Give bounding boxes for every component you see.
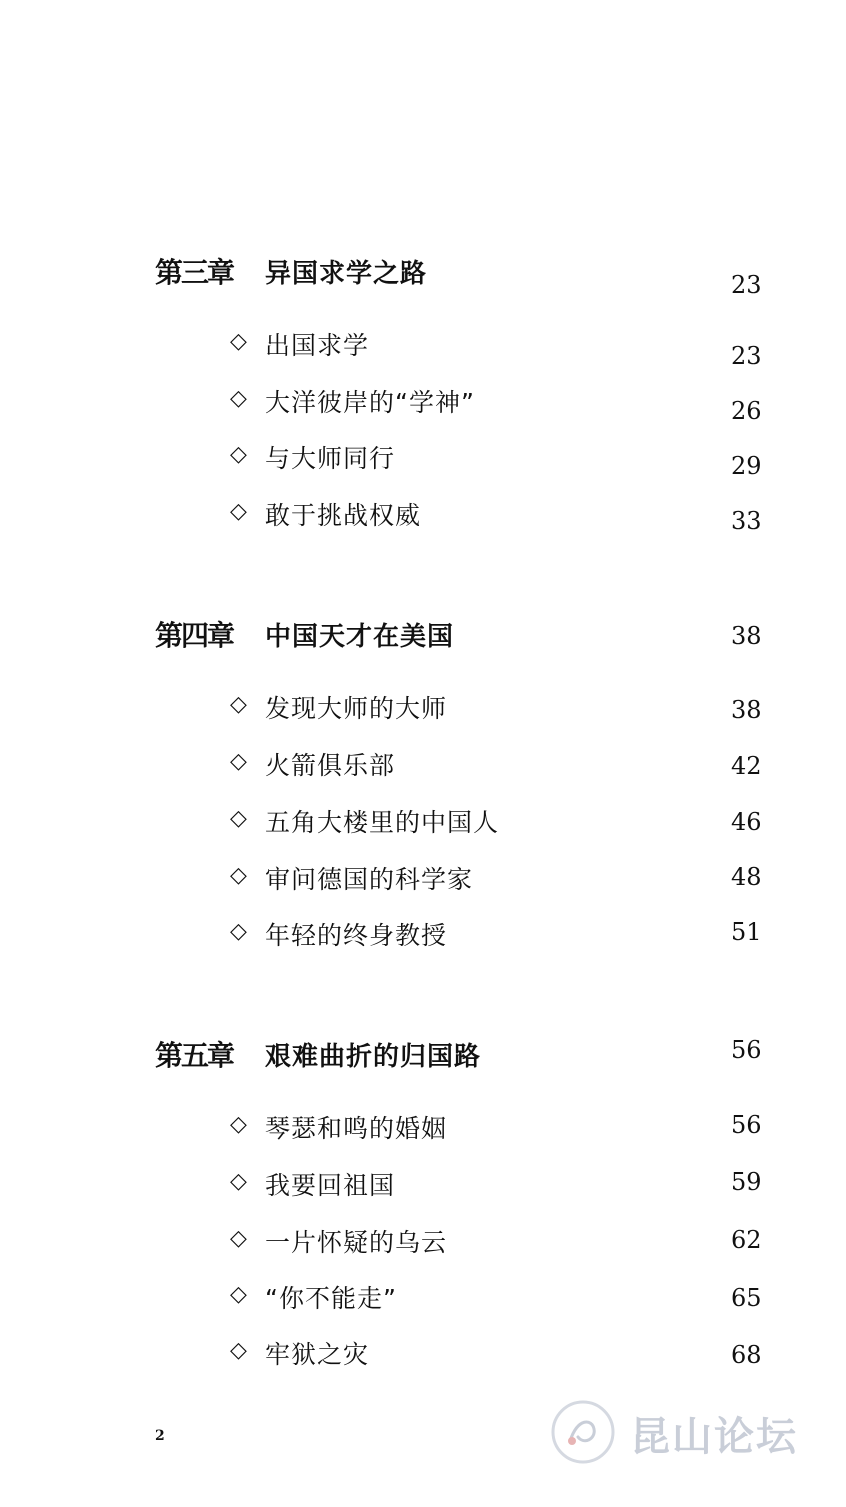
section-title: 发现大师的大师 xyxy=(265,694,448,723)
section-page-number: 46 xyxy=(731,808,762,836)
chapter-title: 异国求学之路 xyxy=(265,259,428,289)
section-title: 琴瑟和鸣的婚姻 xyxy=(265,1114,448,1143)
bullet-diamond-icon: ◇ xyxy=(230,749,247,774)
section-page-number: 48 xyxy=(731,863,762,891)
section-page-number: 42 xyxy=(731,752,762,780)
bullet-diamond-icon: ◇ xyxy=(230,806,247,831)
section-title: 出国求学 xyxy=(265,331,370,360)
section-page-number: 23 xyxy=(731,342,762,370)
chapter-label: 第三章 xyxy=(155,256,234,289)
watermark-seal-icon xyxy=(548,1397,618,1467)
section-page-number: 59 xyxy=(731,1168,762,1196)
bullet-diamond-icon: ◇ xyxy=(230,1112,247,1137)
section-page-number: 33 xyxy=(731,507,762,535)
section-page-number: 62 xyxy=(731,1226,762,1254)
bullet-diamond-icon: ◇ xyxy=(230,692,247,717)
section-page-number: 38 xyxy=(731,696,762,724)
chapter-title: 艰难曲折的归国路 xyxy=(265,1042,482,1072)
section-title: 敢于挑战权威 xyxy=(265,501,422,530)
bullet-diamond-icon: ◇ xyxy=(230,442,247,467)
chapter-title: 中国天才在美国 xyxy=(265,622,455,652)
section-page-number: 26 xyxy=(731,397,762,425)
watermark xyxy=(548,1397,838,1467)
section-title: 五角大楼里的中国人 xyxy=(265,808,500,837)
section-title: 牢狱之灾 xyxy=(265,1340,370,1369)
chapter-page-number: 56 xyxy=(731,1036,762,1064)
section-title: “你不能走” xyxy=(265,1284,397,1313)
section-title: 审问德国的科学家 xyxy=(265,865,474,894)
bullet-diamond-icon: ◇ xyxy=(230,863,247,888)
section-title: 我要回祖国 xyxy=(265,1171,396,1200)
bullet-diamond-icon: ◇ xyxy=(230,1282,247,1307)
bullet-diamond-icon: ◇ xyxy=(230,1169,247,1194)
section-page-number: 51 xyxy=(731,918,762,946)
bullet-diamond-icon: ◇ xyxy=(230,499,247,524)
chapter-label: 第五章 xyxy=(155,1039,234,1072)
chapter-page-number: 38 xyxy=(731,622,762,650)
page-folio: 2 xyxy=(155,1428,165,1444)
section-title: 大洋彼岸的“学神” xyxy=(265,388,475,417)
bullet-diamond-icon: ◇ xyxy=(230,329,247,354)
section-page-number: 68 xyxy=(731,1341,762,1369)
section-title: 年轻的终身教授 xyxy=(265,921,448,950)
section-title: 与大师同行 xyxy=(265,444,396,473)
section-page-number: 56 xyxy=(731,1111,762,1139)
chapter-page-number: 23 xyxy=(731,271,762,299)
section-page-number: 65 xyxy=(731,1284,762,1312)
section-title: 火箭俱乐部 xyxy=(265,751,396,780)
watermark-text: 昆山论坛 xyxy=(630,1413,798,1460)
bullet-diamond-icon: ◇ xyxy=(230,1338,247,1363)
bullet-diamond-icon: ◇ xyxy=(230,919,247,944)
bullet-diamond-icon: ◇ xyxy=(230,386,247,411)
bullet-diamond-icon: ◇ xyxy=(230,1226,247,1251)
section-title: 一片怀疑的乌云 xyxy=(265,1228,448,1257)
chapter-label: 第四章 xyxy=(155,619,234,652)
section-page-number: 29 xyxy=(731,452,762,480)
